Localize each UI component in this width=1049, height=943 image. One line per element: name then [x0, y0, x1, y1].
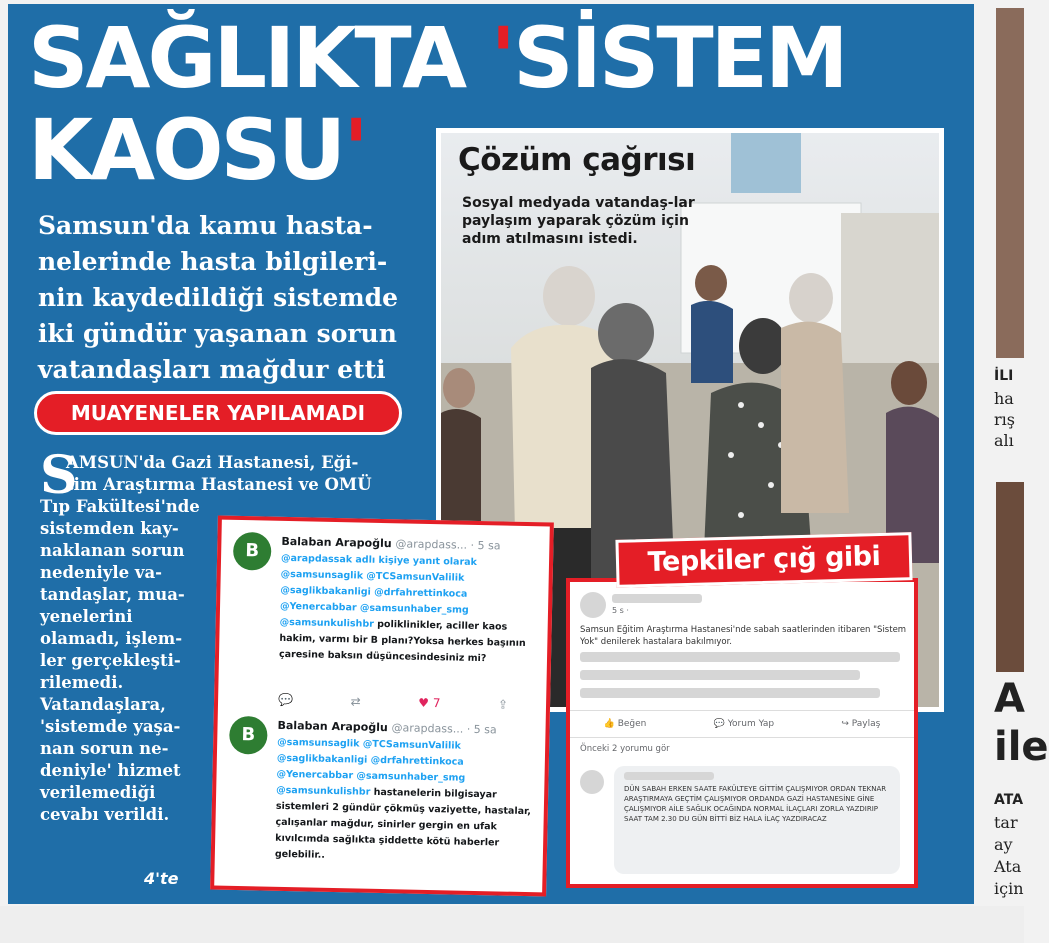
blurred-line	[580, 670, 860, 680]
adjacent-photo	[996, 8, 1024, 358]
body-line: deniyle' hizmet	[40, 761, 181, 780]
comment-bubble	[614, 766, 900, 874]
body-line: nedeniyle va-	[40, 563, 163, 582]
share-icon[interactable]: ⇪	[497, 697, 509, 712]
tweet-handle: @arapdass... · 5 sa	[391, 721, 497, 737]
page-reference: 4'te	[144, 869, 179, 888]
tweet-mentions: @arapdassak adlı kişiye yanıt olarak @samsunsaglik @TCSamsunValilik @saglikbakanligi @drfahrettinkoca @Yenercabbar @samsunhaber_smg @samsunkulishbr	[279, 552, 478, 630]
body-line: naklanan sorun	[40, 541, 185, 560]
tweet-text	[279, 551, 547, 669]
blurred-line	[580, 652, 900, 662]
headline-line2: KAOSU	[28, 101, 344, 199]
body-line: cevabı verildi.	[40, 805, 170, 824]
body-line: olamadı, işlem-	[40, 629, 183, 648]
headline-line1-b: SİSTEM	[513, 9, 846, 107]
comment-text: DÜN SABAH ERKEN SAATE FAKÜLTEYE GİTTİM ÇALIŞMIYOR ORDAN TEKNAR ARAŞTIRMAYA GEÇTİM ÇALIŞMIYOR ORDANDA GAZİ HASTANESİNE GİNE ÇALIŞMIYOR AİLE SAĞLIK OCAĞINDA NORMAL İLAÇLARI ZORLA YAZDIRIP SAAT TAM 2.30 DU GÜN BİTTİ BİZ HALA İLAÇ YAZDIRACAZ	[624, 785, 887, 823]
facebook-screenshot	[566, 578, 918, 888]
tweet-author	[281, 535, 500, 553]
blurred-avatar	[580, 592, 606, 618]
share-button[interactable]: ↪ Paylaş	[841, 719, 881, 729]
tweet-author	[277, 719, 496, 737]
like-button[interactable]: 👍 Beğen	[603, 719, 647, 729]
adjacent-line: için	[994, 879, 1024, 898]
adjacent-column	[994, 4, 1049, 904]
body-line: sistemden kay-	[40, 519, 179, 538]
like-count: 7	[432, 696, 441, 711]
adjacent-headline: A	[994, 676, 1025, 722]
tweet-author-name: Balaban Arapoğlu	[281, 534, 392, 551]
body-line: yenelerini	[40, 607, 133, 626]
retweet-icon[interactable]: ⇄	[350, 694, 361, 709]
share-label: Paylaş	[851, 719, 881, 729]
reactions-banner: Tepkiler çığ gibi	[615, 532, 912, 588]
body-line: nan sorun ne-	[40, 739, 169, 758]
body-line: Tıp Fakültesi'nde	[40, 497, 200, 516]
adjacent-line: ATA	[994, 792, 1024, 808]
like-label: Beğen	[617, 719, 647, 729]
body-line: tim Araştırma Hastanesi ve OMÜ	[66, 475, 372, 494]
tweet-handle: @arapdass... · 5 sa	[395, 537, 501, 553]
headline-line1-a: SAĞLIKTA	[28, 9, 491, 107]
tweet	[234, 532, 544, 712]
blurred-name	[612, 594, 702, 603]
post-actions	[570, 710, 914, 738]
adjacent-headline: ile	[994, 724, 1049, 770]
adjacent-photo-2	[996, 482, 1024, 672]
tweet-actions	[278, 693, 508, 712]
like-icon[interactable]: ♥ 7	[418, 695, 441, 711]
tweet-body: hastanelerin bilgisayar sistemleri 2 gündür çökmüş vaziyette, hastalar, çalışanlar mağdur, sinirler gergin en ufak kıvılcımda sağlıkta şiddette kötü haberler gelebilir..	[274, 786, 532, 861]
comment-button[interactable]: 💬 Yorum Yap	[713, 719, 775, 729]
adjacent-line: tar	[994, 813, 1018, 832]
body-line: rilemedi.	[40, 673, 124, 692]
blurred-avatar	[580, 770, 604, 794]
subheadline: Samsun'da kamu hasta-nelerinde hasta bilgileri-nin kaydedildiği sistemde iki gündür yaşanan sorun vatandaşları mağdur etti	[38, 211, 399, 384]
body-line: AMSUN'da Gazi Hastanesi, Eği-	[66, 453, 359, 472]
headline-quote-open: '	[490, 9, 514, 107]
adjacent-line: alı	[994, 431, 1014, 450]
previous-comments-link[interactable]: Önceki 2 yorumu gör	[580, 744, 670, 754]
tweet-text	[275, 735, 544, 869]
post-text: Samsun Eğitim Araştırma Hastanesi'nde sabah saatlerinden itibaren "Sistem Yok" denilerek hastalara bakılmıyor.	[580, 625, 907, 647]
tweet-screenshots	[210, 516, 554, 897]
tweet	[230, 716, 540, 861]
body-line: ler gerçekleşti-	[40, 651, 181, 670]
reply-icon[interactable]: 💬	[277, 692, 294, 708]
post-meta: 5 s ·	[612, 606, 629, 615]
body-line: tandaşlar, mua-	[40, 585, 185, 604]
adjacent-line: İLI	[994, 368, 1014, 384]
photo-title: Çözüm çağrısı	[458, 142, 696, 178]
tweet-body: poliklinikler, aciller kaos hakim, varmı bir B planı?Yoksa herkes başının çaresine baksın düşüncesindesiniz mi?	[278, 618, 526, 665]
tweet-mentions: @samsunsaglik @TCSamsunValilik @saglikbakanligi @drfahrettinkoca @Yenercabbar @samsunhaber_smg @samsunkulishbr	[276, 736, 466, 798]
blurred-commenter	[624, 772, 714, 780]
photo-caption: Sosyal medyada vatandaş-lar paylaşım yaparak çözüm için adım atılmasını istedi.	[462, 195, 695, 247]
adjacent-line: Ata	[994, 857, 1022, 876]
body-line: verilemediği	[40, 783, 156, 802]
drop-cap: S	[40, 445, 78, 506]
adjacent-line: ay	[994, 835, 1013, 854]
comment-label: Yorum Yap	[727, 719, 775, 729]
avatar: B	[233, 532, 272, 571]
section-tag: MUAYENELER YAPILAMADI	[34, 391, 402, 435]
page-bottom-strip	[0, 906, 1024, 943]
body-line: 'sistemde yaşa-	[40, 717, 181, 736]
adjacent-line: rış	[994, 410, 1015, 429]
body-line: Vatandaşlara,	[40, 695, 166, 714]
adjacent-line: ha	[994, 389, 1014, 408]
headline-quote-close: '	[343, 101, 366, 199]
tweet-author-name: Balaban Arapoğlu	[277, 718, 388, 735]
avatar: B	[229, 716, 268, 755]
blurred-line	[580, 688, 880, 698]
